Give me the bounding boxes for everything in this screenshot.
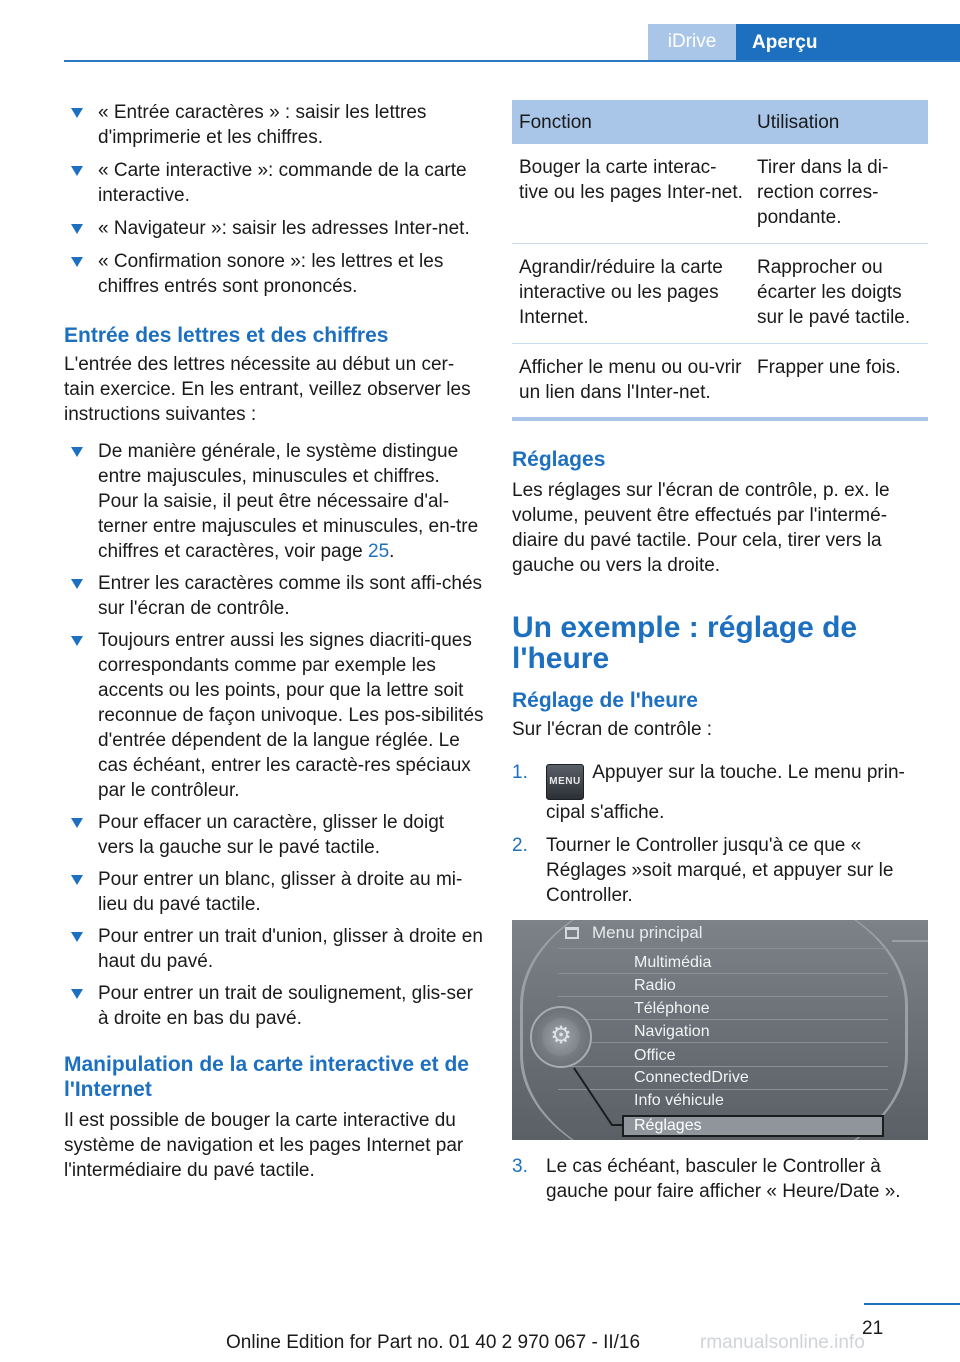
page-number: 21	[862, 1318, 884, 1339]
menu-item-navigation: Navigation	[634, 1023, 710, 1040]
list-item: 3. Le cas échéant, basculer le Controller à gauche pour faire afficher « Heure/Date ».	[512, 1156, 901, 1202]
table-cell: Agrandir/réduire la carte interactive ou les pages Internet.	[512, 244, 750, 344]
table-header-utilisation: Utilisation	[750, 100, 928, 144]
bullet-triangle-icon	[71, 875, 83, 885]
chapter-title-exemple: Un exemple : réglage de l'heure	[512, 611, 858, 675]
menu-item-office: Office	[634, 1047, 676, 1064]
list-item: Pour entrer un trait d'union, glisser à droite en haut du pavé.	[64, 924, 484, 981]
bullet-triangle-icon	[71, 447, 83, 457]
menu-title: Menu principal	[592, 923, 703, 942]
bullet-triangle-icon	[71, 989, 83, 999]
bullet-triangle-icon	[71, 224, 83, 234]
menu-item-telephone: Téléphone	[634, 1000, 710, 1017]
settings-gear-icon: ⚙	[542, 1018, 580, 1056]
bullet-triangle-icon	[71, 108, 83, 118]
list-item: Toujours entrer aussi les signes diacriti-ques correspondants comme par exemple les accents ou les points, pour que la lettre soit reconnue de façon univoque. Les pos-sibilités d'entrée dépendent de la langue réglée. Le cas échéant, entrer les caractè-res spéciaux par le contrôleur.	[64, 628, 484, 810]
step-number: 3.	[512, 1156, 528, 1177]
header-tab-idrive: iDrive	[648, 24, 736, 60]
menu-item-multimedia: Multimédia	[634, 954, 712, 971]
footer-edition: Online Edition for Part no. 01 40 2 970 067 - II/16	[226, 1332, 641, 1353]
header-tab-apercu: Aperçu	[736, 24, 960, 62]
section-title-reglages: Réglages	[512, 448, 606, 471]
table-row	[512, 344, 928, 420]
intro-bullet-list	[64, 100, 484, 307]
touchpad-table	[512, 100, 928, 421]
bullet-triangle-icon	[71, 818, 83, 828]
table-row	[512, 244, 928, 344]
section-title-heure: Réglage de l'heure	[512, 689, 698, 712]
bullet-triangle-icon	[71, 579, 83, 589]
footer-rule	[864, 1303, 960, 1305]
list-item: « Confirmation sonore »: les lettres et les chiffres entrés sont prononcés.	[64, 249, 484, 307]
section-paragraph-heure: Sur l'écran de contrôle :	[512, 719, 713, 740]
table-cell: Frapper une fois.	[750, 344, 928, 420]
right-column	[512, 100, 928, 1212]
header-rule	[64, 60, 960, 62]
menu-item-radio: Radio	[634, 977, 676, 994]
section-paragraph-reglages: Les réglages sur l'écran de contrôle, p. ex. le volume, peuvent être effectués par l'intermé-diaire du pavé tactile. Pour cela, tirer vers la gauche ou vers la droite.	[512, 480, 890, 576]
entry-rules-list	[64, 439, 484, 1038]
section-title-entree: Entrée des lettres et des chiffres	[64, 324, 389, 347]
list-item: De manière générale, le système distingue entre majuscules, minuscules et chiffres. Pour la saisie, il peut être nécessaire d'al-terner entre majuscules et minuscules, en-tre chiffres et caractères, voir page 25.	[64, 439, 484, 571]
table-header-fonction: Fonction	[512, 100, 750, 144]
left-column	[64, 100, 484, 1183]
footer-watermark: rmanualsonline.info	[700, 1332, 865, 1353]
menu-item-info-vehicule: Info véhicule	[634, 1092, 724, 1109]
list-item: « Carte interactive »: commande de la carte interactive.	[64, 158, 484, 216]
table-cell: Tirer dans la di-rection corres-pondante.	[750, 144, 928, 244]
list-item: Pour effacer un caractère, glisser le doigt vers la gauche sur le pavé tactile.	[64, 810, 484, 867]
list-item: 1. MENU Appuyer sur la touche. Le menu prin-cipal s'affiche.	[512, 762, 905, 823]
list-item: Pour entrer un blanc, glisser à droite au mi-lieu du pavé tactile.	[64, 867, 484, 924]
list-item: « Navigateur »: saisir les adresses Inter-net.	[64, 216, 484, 249]
step-number: 1.	[512, 762, 528, 783]
section-paragraph-manipulation: Il est possible de bouger la carte interactive du système de navigation et les pages Internet par l'intermédiaire du pavé tactile.	[64, 1110, 464, 1181]
steps-list-continued	[512, 1154, 928, 1212]
pointer-line	[512, 920, 928, 1140]
bullet-triangle-icon	[71, 636, 83, 646]
table-cell: Bouger la carte interac-tive ou les pages Inter-net.	[512, 144, 750, 244]
section-paragraph-entree: L'entrée des lettres nécessite au début un cer-tain exercice. En les entrant, veillez observer les instructions suivantes :	[64, 354, 471, 425]
menu-item-reglages: Réglages	[634, 1117, 702, 1134]
table-row	[512, 144, 928, 244]
bullet-triangle-icon	[71, 166, 83, 176]
list-item: Entrer les caractères comme ils sont affi-chés sur l'écran de contrôle.	[64, 571, 484, 628]
menu-item-connecteddrive: ConnectedDrive	[634, 1069, 749, 1086]
list-item: 2. Tourner le Controller jusqu'à ce que « Réglages »soit marqué, et appuyer sur le Controller.	[512, 835, 894, 906]
idrive-menu-screenshot	[512, 920, 928, 1140]
table-cell: Rapprocher ou écarter les doigts sur le pavé tactile.	[750, 244, 928, 344]
steps-list	[512, 760, 928, 916]
table-cell: Afficher le menu ou ou-vrir un lien dans l'Inter-net.	[512, 344, 750, 420]
bullet-triangle-icon	[71, 257, 83, 267]
bullet-triangle-icon	[71, 932, 83, 942]
menu-button-icon: MENU	[546, 764, 584, 800]
list-item: « Entrée caractères » : saisir les lettres d'imprimerie et les chiffres.	[64, 100, 484, 158]
section-title-manipulation: Manipulation de la carte interactive et de l'Internet	[64, 1053, 469, 1101]
table-header-row	[512, 100, 928, 144]
step-number: 2.	[512, 835, 528, 856]
list-item: Pour entrer un trait de soulignement, glis-ser à droite en bas du pavé.	[64, 981, 484, 1038]
page-reference-link[interactable]: 25	[368, 541, 390, 562]
